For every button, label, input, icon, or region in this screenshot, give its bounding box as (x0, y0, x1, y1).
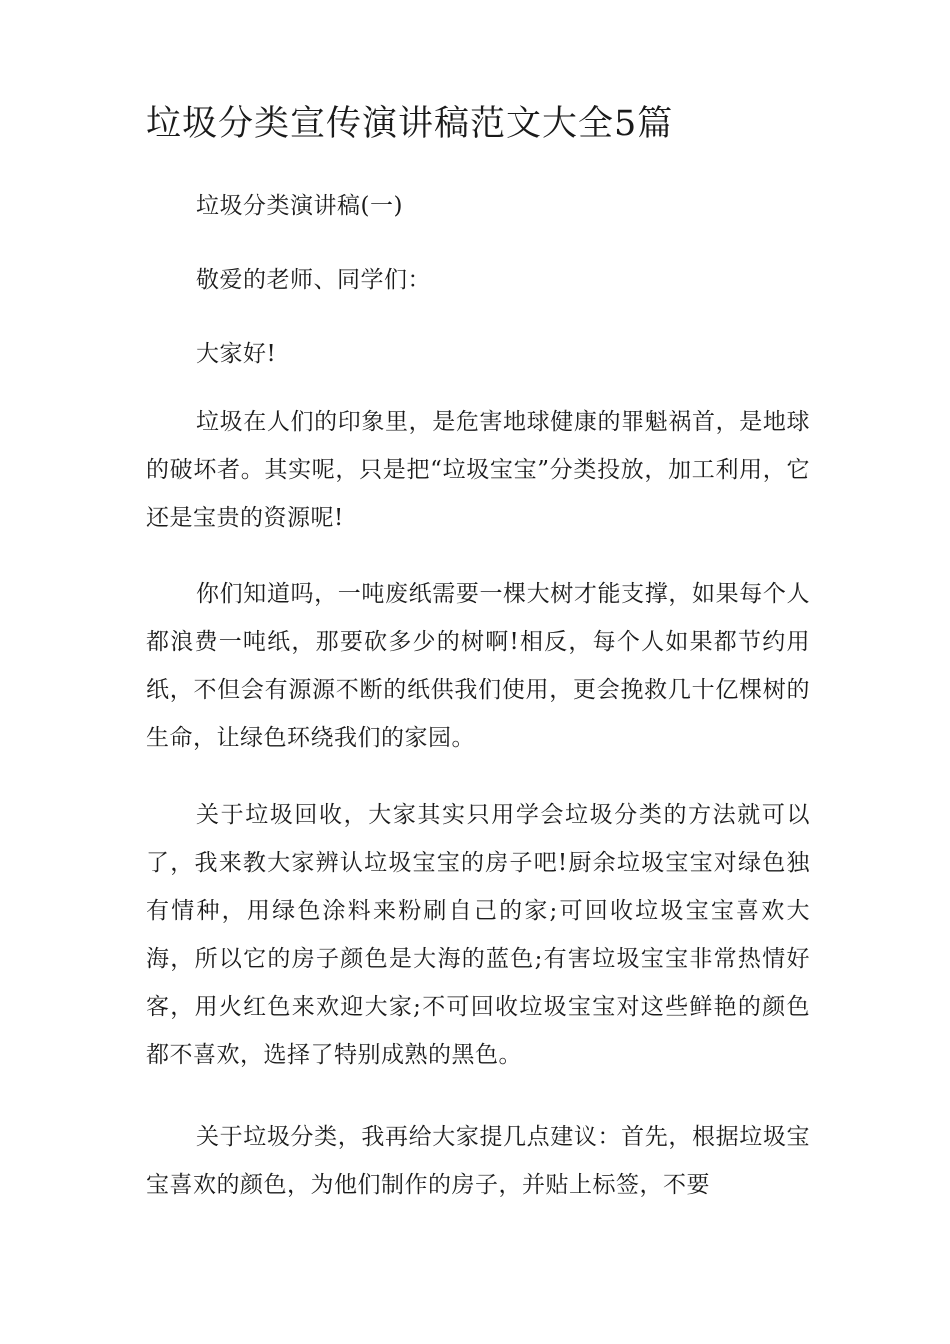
greeting: 大家好! (196, 341, 277, 367)
document-title: 垃圾分类宣传演讲稿范文大全5篇 (146, 104, 674, 144)
paragraph-3: 关于垃圾回收，大家其实只用学会垃圾分类的方法就可以了，我来教大家辨认垃圾宝宝的房子吧!厨余垃圾宝宝对绿色独有情种，用绿色涂料来粉刷自己的家;可回收垃圾宝宝喜欢大海，所以它的房子颜色是大海的蓝色;有害垃圾宝宝非常热情好客，用火红色来欢迎大家;不可回收垃圾宝宝对这些鲜艳的颜色都不喜欢，选择了特别成熟的黑色。 (146, 802, 810, 1068)
paragraph-2: 你们知道吗，一吨废纸需要一棵大树才能支撑，如果每个人都浪费一吨纸，那要砍多少的树啊!相反，每个人如果都节约用纸，不但会有源源不断的纸供我们使用，更会挽救几十亿棵树的生命，让绿色环绕我们的家园。 (146, 581, 810, 751)
salutation: 敬爱的老师、同学们： (196, 267, 431, 293)
paragraph-1: 垃圾在人们的印象里，是危害地球健康的罪魁祸首，是地球的破坏者。其实呢，只是把“垃圾宝宝”分类投放，加工利用，它还是宝贵的资源呢! (146, 409, 810, 531)
section-heading: 垃圾分类演讲稿(一) (196, 193, 403, 219)
paragraph-4: 关于垃圾分类，我再给大家提几点建议：首先，根据垃圾宝宝喜欢的颜色，为他们制作的房子，并贴上标签，不要 (146, 1124, 810, 1198)
